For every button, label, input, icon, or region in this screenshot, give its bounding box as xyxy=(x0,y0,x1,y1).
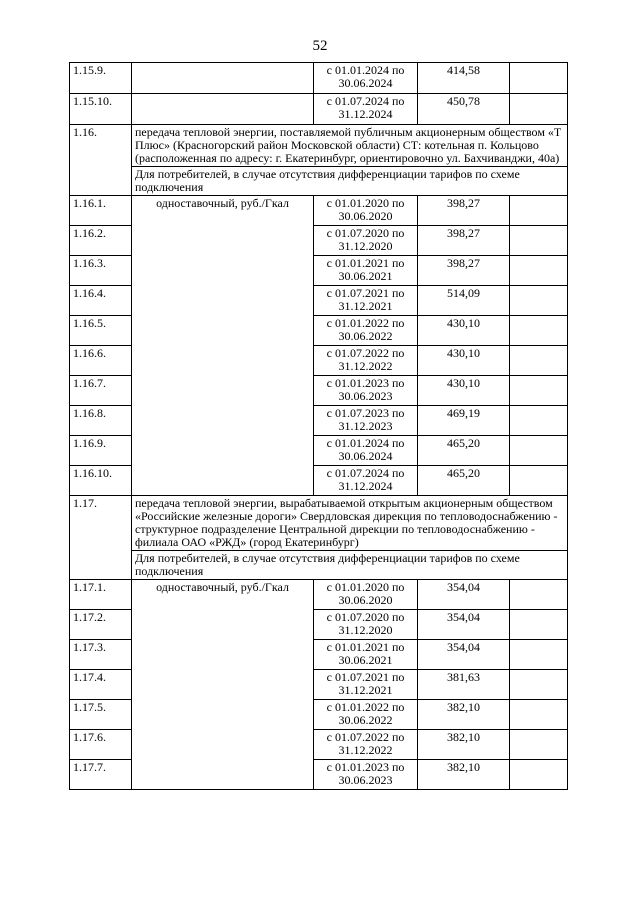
period-cell: с 01.01.2021 по 30.06.2021 xyxy=(314,640,418,670)
row-number: 1.16.1. xyxy=(70,196,132,226)
value-cell: 450,78 xyxy=(418,94,510,125)
empty-cell xyxy=(510,610,568,640)
value-cell: 382,10 xyxy=(418,760,510,790)
period-cell: с 01.01.2024 по 30.06.2024 xyxy=(314,63,418,94)
section-1-16-rows xyxy=(70,196,568,496)
value-cell: 354,04 xyxy=(418,640,510,670)
row-number: 1.17.5. xyxy=(70,700,132,730)
row-number: 1.17.4. xyxy=(70,670,132,700)
period-cell: с 01.01.2021 по 30.06.2021 xyxy=(314,256,418,286)
page-number: 52 xyxy=(312,38,328,54)
row-number: 1.16.4. xyxy=(70,286,132,316)
row-number: 1.17.6. xyxy=(70,730,132,760)
row-number: 1.16.10. xyxy=(70,466,132,496)
tariff-type-cell: одноставочный, руб./Гкал xyxy=(132,196,314,496)
period-cell: с 01.07.2024 по 31.12.2024 xyxy=(314,466,418,496)
section-1-17-rows xyxy=(70,580,568,790)
value-cell: 382,10 xyxy=(418,700,510,730)
table-row xyxy=(70,63,568,94)
tariff-type-cell xyxy=(132,63,314,94)
tariff-type-cell: одноставочный, руб./Гкал xyxy=(132,580,314,790)
section-description: передача тепловой энергии, вырабатываемой открытым акционерным обществом «Российские железные дороги» Свердловская дирекция по тепловодоснабжению - структурное подразделение Центральной дирекции по тепловодоснабжению - филиала ОАО «РЖД» (город Екатеринбург) xyxy=(132,496,568,551)
row-number: 1.15.9. xyxy=(70,63,132,94)
section-note: Для потребителей, в случае отсутствия дифференциации тарифов по схеме подключения xyxy=(132,551,568,580)
empty-cell xyxy=(510,760,568,790)
empty-cell xyxy=(510,436,568,466)
empty-cell xyxy=(510,730,568,760)
table-row xyxy=(70,94,568,125)
period-cell: с 01.01.2020 по 30.06.2020 xyxy=(314,580,418,610)
row-number: 1.16.2. xyxy=(70,226,132,256)
row-number: 1.17.3. xyxy=(70,640,132,670)
value-cell: 354,04 xyxy=(418,580,510,610)
row-number: 1.16.9. xyxy=(70,436,132,466)
empty-cell xyxy=(510,346,568,376)
row-number: 1.17.7. xyxy=(70,760,132,790)
empty-cell xyxy=(510,466,568,496)
value-cell: 465,20 xyxy=(418,436,510,466)
value-cell: 381,63 xyxy=(418,670,510,700)
period-cell: с 01.01.2022 по 30.06.2022 xyxy=(314,700,418,730)
empty-cell xyxy=(510,700,568,730)
empty-cell xyxy=(510,670,568,700)
period-cell: с 01.01.2020 по 30.06.2020 xyxy=(314,196,418,226)
empty-cell xyxy=(510,226,568,256)
section-header-row xyxy=(70,496,568,551)
value-cell: 430,10 xyxy=(418,346,510,376)
empty-cell xyxy=(510,406,568,436)
empty-cell xyxy=(510,316,568,346)
section-number: 1.16. xyxy=(70,125,132,196)
empty-cell xyxy=(510,256,568,286)
row-number: 1.16.8. xyxy=(70,406,132,436)
empty-cell xyxy=(510,286,568,316)
period-cell: с 01.01.2022 по 30.06.2022 xyxy=(314,316,418,346)
period-cell: с 01.01.2023 по 30.06.2023 xyxy=(314,760,418,790)
section-note-row xyxy=(70,167,568,196)
period-cell: с 01.07.2023 по 31.12.2023 xyxy=(314,406,418,436)
value-cell: 514,09 xyxy=(418,286,510,316)
value-cell: 465,20 xyxy=(418,466,510,496)
value-cell: 398,27 xyxy=(418,196,510,226)
row-number: 1.16.6. xyxy=(70,346,132,376)
value-cell: 414,58 xyxy=(418,63,510,94)
value-cell: 430,10 xyxy=(418,376,510,406)
row-number: 1.16.5. xyxy=(70,316,132,346)
period-cell: с 01.07.2021 по 31.12.2021 xyxy=(314,670,418,700)
table-row xyxy=(70,196,568,226)
table-row xyxy=(70,580,568,610)
value-cell: 398,27 xyxy=(418,256,510,286)
period-cell: с 01.01.2024 по 30.06.2024 xyxy=(314,436,418,466)
row-number: 1.16.3. xyxy=(70,256,132,286)
period-cell: с 01.07.2022 по 31.12.2022 xyxy=(314,730,418,760)
period-cell: с 01.07.2022 по 31.12.2022 xyxy=(314,346,418,376)
section-description: передача тепловой энергии, поставляемой публичным акционерным обществом «Т Плюс» (Красногорский район Московской области) СТ: котельная п. Кольцово (расположенная по адресу: г. Екатеринбург, ориентировочно ул. Бахчиванджи, 40а) xyxy=(132,125,568,167)
empty-cell xyxy=(510,640,568,670)
period-cell: с 01.01.2023 по 30.06.2023 xyxy=(314,376,418,406)
empty-cell xyxy=(510,63,568,94)
row-number: 1.16.7. xyxy=(70,376,132,406)
section-number: 1.17. xyxy=(70,496,132,580)
value-cell: 398,27 xyxy=(418,226,510,256)
section-header-row xyxy=(70,125,568,167)
period-cell: с 01.07.2021 по 31.12.2021 xyxy=(314,286,418,316)
tariff-type-cell xyxy=(132,94,314,125)
period-cell: с 01.07.2024 по 31.12.2024 xyxy=(314,94,418,125)
empty-cell xyxy=(510,376,568,406)
period-cell: с 01.07.2020 по 31.12.2020 xyxy=(314,226,418,256)
section-note: Для потребителей, в случае отсутствия дифференциации тарифов по схеме подключения xyxy=(132,167,568,196)
empty-cell xyxy=(510,580,568,610)
tariff-table xyxy=(69,62,568,790)
row-number: 1.15.10. xyxy=(70,94,132,125)
section-note-row xyxy=(70,551,568,580)
row-number: 1.17.2. xyxy=(70,610,132,640)
value-cell: 430,10 xyxy=(418,316,510,346)
empty-cell xyxy=(510,196,568,226)
value-cell: 354,04 xyxy=(418,610,510,640)
value-cell: 382,10 xyxy=(418,730,510,760)
row-number: 1.17.1. xyxy=(70,580,132,610)
empty-cell xyxy=(510,94,568,125)
period-cell: с 01.07.2020 по 31.12.2020 xyxy=(314,610,418,640)
value-cell: 469,19 xyxy=(418,406,510,436)
